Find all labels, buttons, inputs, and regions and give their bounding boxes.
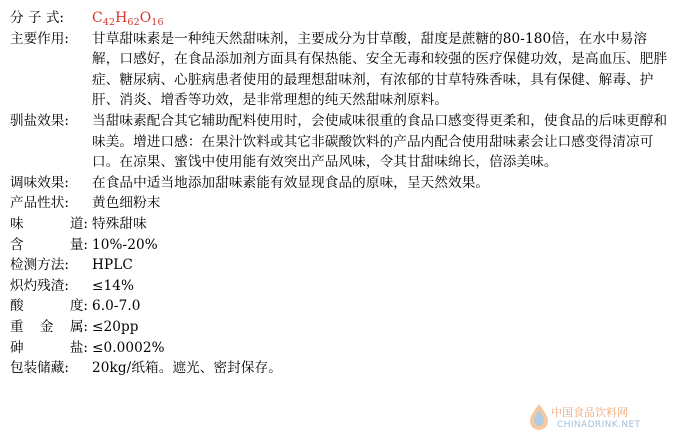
row-acidity (10, 296, 672, 317)
drop-logo-icon (527, 402, 551, 432)
row-label: 酸 度: (10, 298, 88, 315)
row-label: 驯盐效果: (10, 112, 69, 129)
row-label: 含 量: (10, 236, 88, 253)
row-label: 产品性状: (10, 195, 69, 212)
row-label: 主要作用: (10, 30, 69, 47)
row-label: 重 金 属: (10, 318, 88, 335)
row-label: 炽灼残渣: (10, 277, 69, 294)
row-value: ≤0.0002% (92, 339, 165, 356)
row-label: 味 道: (10, 215, 88, 232)
row-value: HPLC (92, 257, 133, 274)
row-value: 黄色细粉末 (92, 195, 161, 212)
row-packaging (10, 358, 672, 379)
row-main-function (10, 29, 672, 111)
watermark-url: CHINADRINK.NET (557, 420, 641, 430)
molecular-formula: $C_{42}H_{62}O_{16}$ (92, 10, 164, 28)
row-value: 特殊甜味 (92, 215, 147, 232)
row-label: 调味效果: (10, 174, 69, 191)
row-value: 6.0-7.0 (92, 298, 141, 315)
row-label: 砷 盐: (10, 339, 88, 356)
watermark-logo (525, 398, 675, 438)
row-value: ≤14% (92, 277, 135, 294)
row-formula (10, 8, 672, 29)
row-value: 在食品中适当地添加甜味素能有效显现食品的原味，呈天然效果。 (92, 174, 490, 191)
row-salt-effect (10, 111, 672, 173)
watermark-title: 中国食品饮料网 (551, 406, 628, 419)
row-ignition-residue (10, 276, 672, 297)
row-appearance (10, 193, 672, 214)
row-content (10, 235, 672, 256)
row-value: 甘草甜味素是一种纯天然甜味剂，主要成分为甘草酸，甜度是蔗糖的80-180倍，在水中易溶解，口感好，在食品添加剂方面具有保热能、安全无毒和较强的医疗保健功效，是高血压、肥胖症、糖尿病、心脏病患者使用的最理想甜味剂，有浓郁的甘草特殊香味，具有保健、解毒、护肝、消炎、增香等功效，是非常理想的纯天然甜味剂原料。 (92, 30, 668, 109)
row-seasoning-effect (10, 173, 672, 194)
row-label: 分 子 式: (10, 10, 65, 26)
row-value: 当甜味素配合其它辅助配料使用时，会使咸味很重的食品口感变得更柔和，使食品的后味更醇和味美。增进口感：在果汁饮料或其它非碳酸饮料的产品内配合使用甜味素会让口感变得清凉可口。在凉果、蜜饯中使用能有效突出产品风味，令其甘甜味绵长，倍添美味。 (92, 112, 668, 171)
spec-sheet (10, 8, 672, 379)
row-label: 检测方法: (10, 257, 69, 274)
row-test-method (10, 255, 672, 276)
row-label: 包装储藏: (10, 360, 69, 377)
row-arsenic-salt (10, 338, 672, 359)
row-value: 20kg/纸箱。遮光、密封保存。 (92, 360, 282, 377)
row-value: 10%-20% (92, 236, 158, 253)
row-taste (10, 214, 672, 235)
row-value: ≤20pp (92, 318, 139, 335)
row-heavy-metals (10, 317, 672, 338)
